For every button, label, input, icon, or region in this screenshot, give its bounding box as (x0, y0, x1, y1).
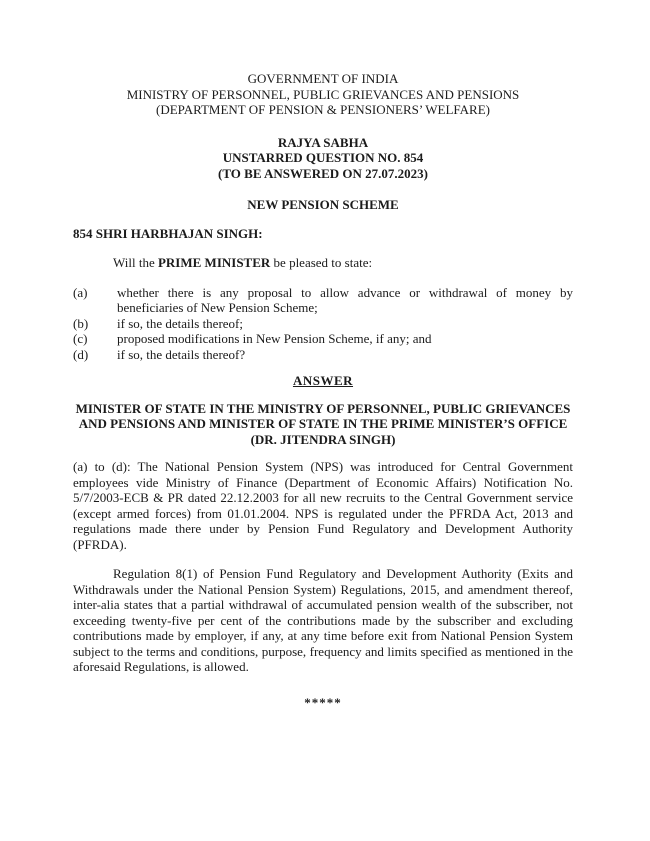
answer-heading-wrap (73, 373, 573, 389)
intro-minister: PRIME MINISTER (157, 255, 271, 270)
question-item-text: if so, the details thereof; (117, 315, 243, 331)
question-item-label: (b) (73, 315, 89, 331)
question-item-text: whether there is any proposal to allow advance or withdrawal of money by beneficiaries of New Pension Scheme; (117, 284, 573, 315)
answer-heading: ANSWER (292, 373, 354, 388)
question-number: UNSTARRED QUESTION NO. 854 (222, 150, 424, 165)
question-item-label: (d) (73, 346, 89, 362)
question-list (73, 285, 573, 363)
question-item-text: if so, the details thereof? (117, 346, 246, 362)
answer-paragraph-2: Regulation 8(1) of Pension Fund Regulatory and Development Authority (Exits and Withdrawals under the National Pension System) Regulations, 2015, and amendment thereof, inter-alia states that a partial withdrawal of accumulated pension wealth of the subscriber, not exceeding twenty-five per cent of the contributions made by the subscriber and excluding contributions made by employer, if any, at any time before exit from National Pension System subject to the terms and conditions, purpose, frequency and limits specified as mentioned in the aforesaid Regulations, is allowed. (73, 566, 573, 674)
subject-title: NEW PENSION SCHEME (247, 197, 399, 212)
minister-block (73, 401, 573, 448)
intro-pre: Will the (113, 255, 158, 270)
question-item-text: proposed modifications in New Pension Scheme, if any; and (117, 331, 432, 346)
question-item (73, 347, 573, 363)
asker-line: 854 SHRI HARBHAJAN SINGH: (73, 225, 263, 241)
question-item-label: (a) (73, 284, 88, 300)
doc-header (73, 71, 573, 118)
footer-asterisks: ***** (304, 694, 342, 710)
house-title: RAJYA SABHA (277, 134, 369, 150)
question-intro (73, 255, 573, 271)
minister-title-line1: MINISTER OF STATE IN THE MINISTRY OF PERSONNEL, PUBLIC GRIEVANCES (75, 400, 571, 416)
question-item-label: (c) (73, 331, 88, 346)
minister-title-line2: AND PENSIONS AND MINISTER OF STATE IN THE PRIME MINISTER’S OFFICE (78, 416, 568, 431)
department-line: (DEPARTMENT OF PENSION & PENSIONERS’ WELFARE) (156, 102, 490, 117)
ministry-line: MINISTRY OF PERSONNEL, PUBLIC GRIEVANCES AND PENSIONS (126, 86, 520, 102)
question-item (73, 331, 573, 347)
session-block (73, 135, 573, 182)
government-line: GOVERNMENT OF INDIA (247, 71, 399, 86)
minister-name: (DR. JITENDRA SINGH) (250, 431, 396, 447)
intro-post: be pleased to state: (270, 255, 373, 270)
question-item (73, 285, 573, 316)
answer-date: (TO BE ANSWERED ON 27.07.2023) (218, 165, 428, 181)
answer-paragraph-1: (a) to (d): The National Pension System (NPS) was introduced for Central Government employees vide Ministry of Finance (Department of Economic Affairs) Notification No. 5/7/2003-ECB & PR dated 22.12.2003 for all new recruits to the Central Government service (except armed forces) from 01.01.2004. NPS is regulated under the PFRDA Act, 2013 and regulations made there under by Pension Fund Regulatory and Development Authority (PFRDA). (73, 459, 573, 552)
question-item (73, 316, 573, 332)
